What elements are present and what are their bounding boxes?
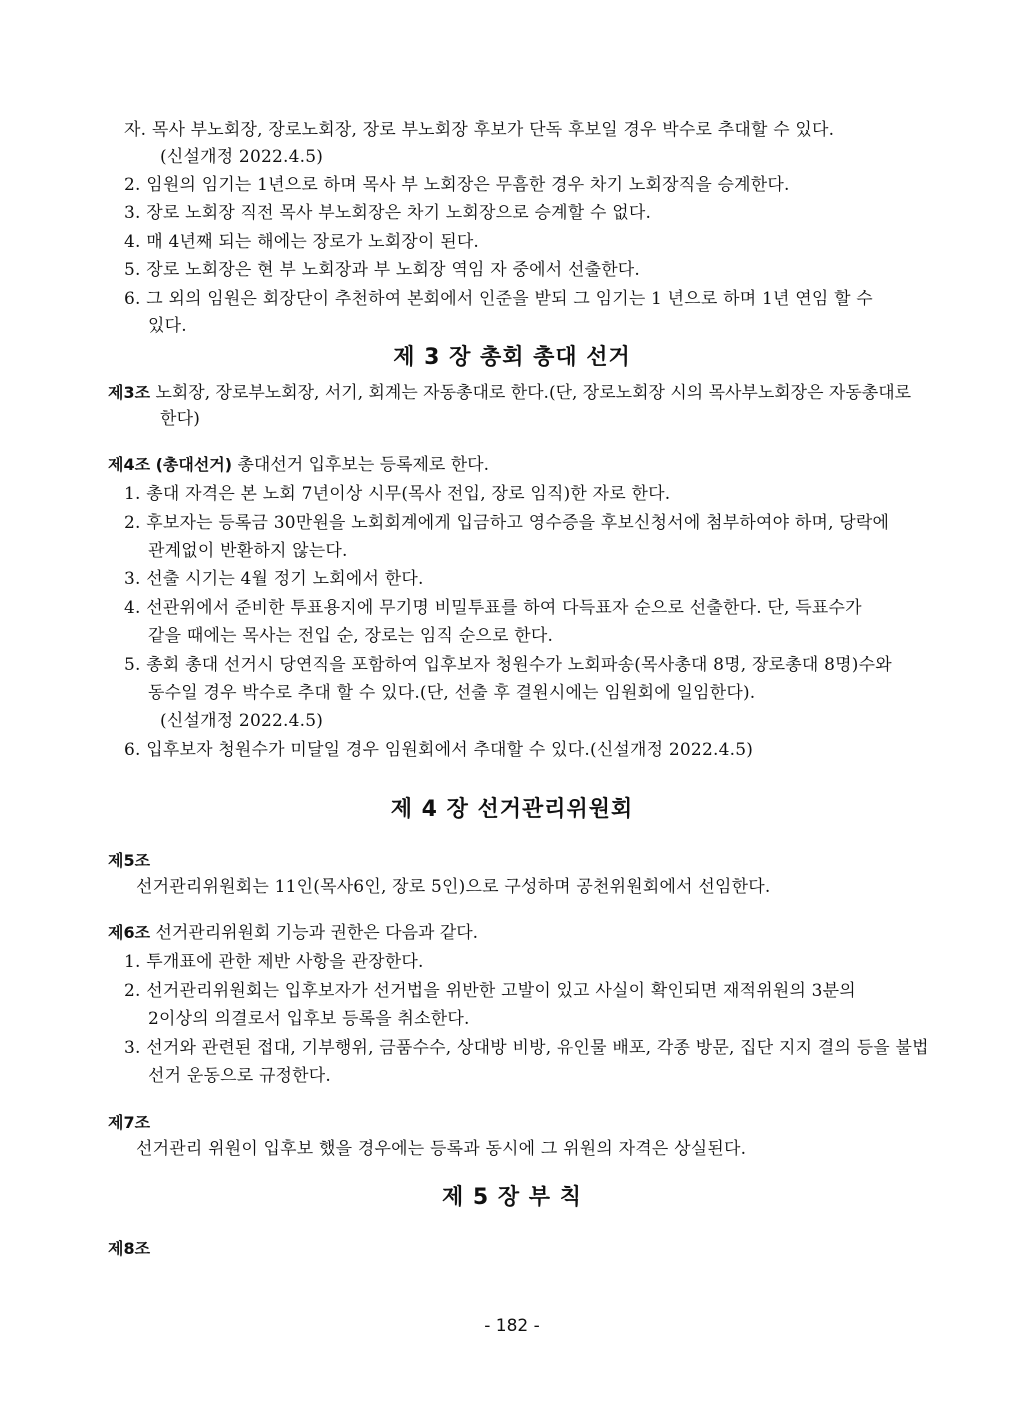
chapter-5-heading: 제 5 장 부 칙 <box>442 1185 582 1210</box>
article-4-item-1: 1. 총대 자격은 본 노회 7년이상 시무(목사 전입, 장로 임직)한 자로 한다. <box>124 484 671 504</box>
article-5-text: 선거관리위원회는 11인(목사6인, 장로 5인)으로 구성하며 공천위원회에서 선임한다. <box>136 877 771 897</box>
article-4-item-2: 2. 후보자는 등록금 30만원을 노회회계에게 입금하고 영수증을 후보신청서에 첨부하여야 하며, 당락에 <box>124 513 890 533</box>
article-6-item-3: 3. 선거와 관련된 접대, 기부행위, 금품수수, 상대방 비방, 유인물 배포, 각종 방문, 집단 지지 결의 등을 불법 <box>124 1038 929 1058</box>
article-8-label-line <box>108 1236 150 1262</box>
article-4-text: 총대선거 입후보는 등록제로 한다. <box>232 455 490 475</box>
article-4-item-6: 6. 입후보자 청원수가 미달일 경우 임원회에서 추대할 수 있다.(신설개정 2022.4.5) <box>124 740 754 760</box>
article-3 <box>108 380 911 406</box>
article-3-label: 제3조 <box>108 383 151 402</box>
article-4-item-4: 4. 선관위에서 준비한 투표용지에 무기명 비밀투표를 하여 다득표자 순으로 선출한다. 단, 득표수가 <box>124 598 862 618</box>
item-3: 3. 장로 노회장 직전 목사 부노회장은 차기 노회장으로 승계할 수 없다. <box>124 203 652 223</box>
article-6-item-3-continuation: 선거 운동으로 규정한다. <box>148 1066 332 1086</box>
article-4-item-5: 5. 총회 총대 선거시 당연직을 포함하여 입후보자 청원수가 노회파송(목사총대 8명, 장로총대 8명)수와 <box>124 655 892 675</box>
item-4: 4. 매 4년째 되는 해에는 장로가 노회장이 된다. <box>124 232 480 252</box>
item-ja: 자. 목사 부노회장, 장로노회장, 장로 부노회장 후보가 단독 후보일 경우 박수로 추대할 수 있다. <box>124 120 835 140</box>
article-6-item-2: 2. 선거관리위원회는 입후보자가 선거법을 위반한 고발이 있고 사실이 확인되면 재적위원의 3분의 <box>124 981 856 1001</box>
article-7-label-line <box>108 1110 150 1136</box>
item-5: 5. 장로 노회장은 현 부 노회장과 부 노회장 역임 자 중에서 선출한다. <box>124 260 641 280</box>
chapter-3-heading: 제 3 장 총회 총대 선거 <box>393 345 631 370</box>
article-4 <box>108 452 489 478</box>
article-4-item-3: 3. 선출 시기는 4월 정기 노회에서 한다. <box>124 569 424 589</box>
chapter-4-heading: 제 4 장 선거관리위원회 <box>390 797 634 822</box>
article-4-item-4-continuation: 같을 때에는 목사는 전입 순, 장로는 임직 순으로 한다. <box>148 626 554 646</box>
item-6: 6. 그 외의 임원은 회장단이 추천하여 본회에서 인준을 받되 그 임기는 1 년으로 하며 1년 연임 할 수 <box>124 289 873 309</box>
article-6 <box>108 920 478 946</box>
item-6-continuation: 있다. <box>148 316 187 336</box>
article-6-text: 선거관리위원회 기능과 권한은 다음과 같다. <box>150 923 479 943</box>
article-5-label-line <box>108 848 150 874</box>
article-8-label: 제8조 <box>108 1239 151 1258</box>
article-4-label: 제4조 (총대선거) <box>108 455 233 474</box>
article-4-item-2-continuation: 관계없이 반환하지 않는다. <box>148 541 348 561</box>
article-4-item-5-note: (신설개정 2022.4.5) <box>160 711 324 731</box>
page-number: - 182 - <box>484 1316 540 1336</box>
item-ja-note: (신설개정 2022.4.5) <box>160 147 324 167</box>
article-6-label: 제6조 <box>108 923 151 942</box>
article-4-item-5-continuation: 동수일 경우 박수로 추대 할 수 있다.(단, 선출 후 결원시에는 임원회에 일임한다). <box>148 683 756 703</box>
item-2: 2. 임원의 임기는 1년으로 하며 목사 부 노회장은 무흠한 경우 차기 노회장직을 승계한다. <box>124 175 790 195</box>
article-5-label: 제5조 <box>108 851 151 870</box>
article-7-text: 선거관리 위원이 입후보 했을 경우에는 등록과 동시에 그 위원의 자격은 상실된다. <box>136 1139 747 1159</box>
article-7-label: 제7조 <box>108 1113 151 1132</box>
article-3-continuation: 한다) <box>160 409 201 429</box>
article-6-item-2-continuation: 2이상의 의결로서 입후보 등록을 취소한다. <box>148 1009 470 1029</box>
article-6-item-1: 1. 투개표에 관한 제반 사항을 관장한다. <box>124 952 424 972</box>
article-3-text: 노회장, 장로부노회장, 서기, 회계는 자동총대로 한다.(단, 장로노회장 시의 목사부노회장은 자동총대로 <box>150 383 912 403</box>
